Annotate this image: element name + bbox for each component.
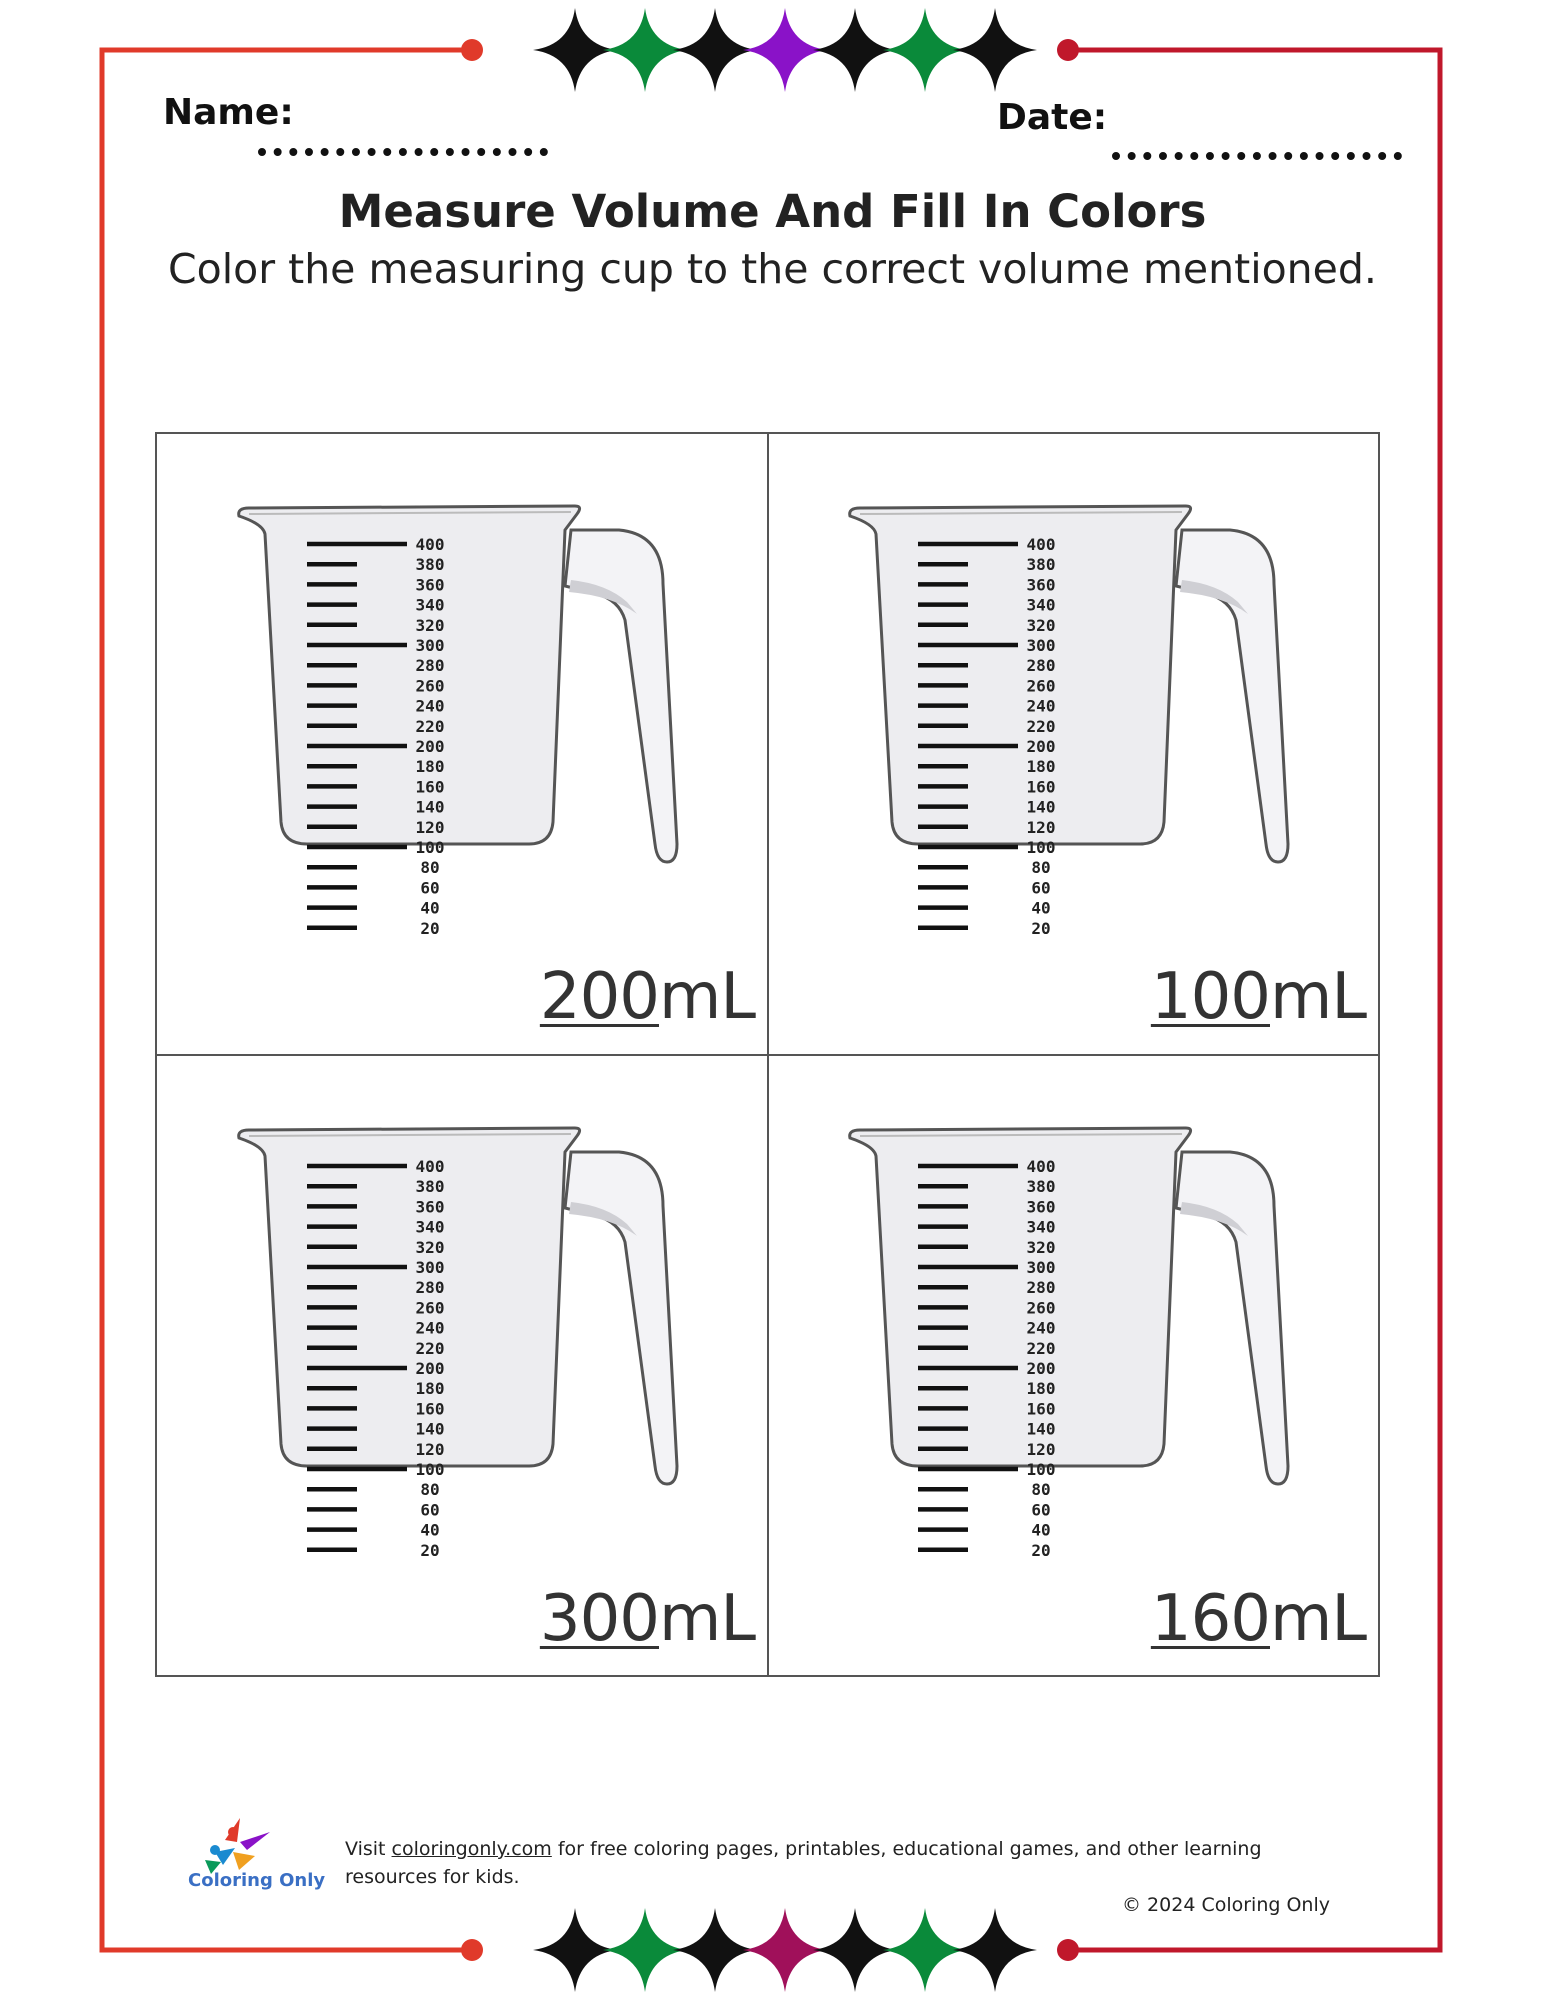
cup-handle bbox=[1176, 1152, 1288, 1484]
scale-label: 360 bbox=[1026, 575, 1056, 595]
decorative-stars-top bbox=[533, 8, 1037, 92]
scale-label: 120 bbox=[1026, 817, 1056, 837]
cup-body bbox=[239, 506, 580, 844]
footer-visit: Visit bbox=[345, 1838, 392, 1860]
scale-label: 400 bbox=[1026, 535, 1056, 554]
scale-label: 40 bbox=[420, 1520, 440, 1540]
cup-volume-label-4: 160mL bbox=[1150, 1582, 1366, 1656]
scale-label: 60 bbox=[1031, 878, 1051, 898]
measuring-cup-grid bbox=[155, 432, 1380, 1677]
cup-panel-2 bbox=[768, 434, 1378, 1056]
cup-volume-label-3: 300mL bbox=[539, 1582, 755, 1656]
footer-link[interactable]: coloringonly.com bbox=[391, 1838, 552, 1860]
date-field[interactable] bbox=[1112, 152, 1402, 160]
scale-label: 400 bbox=[415, 535, 445, 554]
cup-body bbox=[850, 506, 1191, 844]
scale-label: 360 bbox=[415, 1197, 445, 1217]
scale-label: 340 bbox=[1026, 595, 1056, 615]
scale-label: 240 bbox=[1026, 696, 1056, 716]
worksheet-title: Measure Volume And Fill In Colors bbox=[338, 185, 1207, 238]
scale-label: 100 bbox=[415, 838, 445, 857]
scale-label: 300 bbox=[1026, 636, 1056, 655]
cup-panel-4 bbox=[768, 1056, 1378, 1676]
scale-label: 200 bbox=[1026, 737, 1056, 756]
scale-label: 280 bbox=[415, 656, 445, 676]
scale-label: 100 bbox=[1026, 1460, 1056, 1479]
scale-label: 200 bbox=[1026, 1359, 1056, 1378]
cup-panel-3 bbox=[157, 1056, 769, 1676]
scale-label: 400 bbox=[1026, 1157, 1056, 1176]
scale-label: 140 bbox=[415, 1419, 445, 1439]
scale-label: 80 bbox=[420, 1480, 440, 1500]
scale-label: 200 bbox=[415, 1359, 445, 1378]
scale-label: 320 bbox=[1026, 615, 1056, 635]
cup-volume-label-1: 200mL bbox=[539, 960, 755, 1034]
scale-label: 400 bbox=[415, 1157, 445, 1176]
worksheet-instructions: Color the measuring cup to the correct volume mentioned. bbox=[168, 245, 1377, 293]
cup-panel-1 bbox=[157, 434, 769, 1056]
scale-label: 160 bbox=[415, 1399, 445, 1419]
scale-label: 340 bbox=[1026, 1217, 1056, 1237]
scale-label: 220 bbox=[415, 716, 445, 736]
scale-label: 300 bbox=[415, 636, 445, 655]
cup-body bbox=[850, 1128, 1191, 1466]
scale-label: 380 bbox=[415, 555, 445, 575]
scale-label: 320 bbox=[1026, 1237, 1056, 1257]
scale-label: 160 bbox=[415, 777, 445, 797]
scale-label: 260 bbox=[415, 676, 445, 696]
cup-handle bbox=[565, 530, 677, 862]
scale-label: 280 bbox=[415, 1278, 445, 1298]
scale-label: 260 bbox=[1026, 1298, 1056, 1318]
decorative-star-icon bbox=[953, 1908, 1037, 1992]
scale-label: 160 bbox=[1026, 777, 1056, 797]
scale-label: 80 bbox=[1031, 1480, 1051, 1500]
scale-label: 140 bbox=[415, 797, 445, 817]
scale-label: 180 bbox=[1026, 757, 1056, 777]
scale-label: 260 bbox=[1026, 676, 1056, 696]
name-label: Name: bbox=[163, 92, 294, 133]
scale-label: 140 bbox=[1026, 1419, 1056, 1439]
scale-label: 240 bbox=[415, 696, 445, 716]
scale-label: 340 bbox=[415, 595, 445, 615]
scale-label: 40 bbox=[1031, 1520, 1051, 1540]
scale-label: 280 bbox=[1026, 1278, 1056, 1298]
scale-label: 240 bbox=[415, 1318, 445, 1338]
scale-label: 280 bbox=[1026, 656, 1056, 676]
scale-label: 60 bbox=[420, 878, 440, 898]
scale-label: 20 bbox=[420, 1540, 440, 1560]
scale-label: 120 bbox=[415, 1439, 445, 1459]
scale-label: 80 bbox=[420, 858, 440, 878]
cup-handle bbox=[565, 1152, 677, 1484]
scale-label: 300 bbox=[415, 1258, 445, 1277]
scale-label: 260 bbox=[415, 1298, 445, 1318]
footer bbox=[345, 1835, 1330, 1919]
scale-label: 180 bbox=[415, 1379, 445, 1399]
scale-label: 240 bbox=[1026, 1318, 1056, 1338]
scale-label: 100 bbox=[1026, 838, 1056, 857]
scale-label: 360 bbox=[1026, 1197, 1056, 1217]
date-label: Date: bbox=[997, 97, 1108, 138]
scale-label: 100 bbox=[415, 1460, 445, 1479]
scale-label: 220 bbox=[415, 1338, 445, 1358]
scale-label: 20 bbox=[1031, 918, 1051, 938]
scale-label: 220 bbox=[1026, 716, 1056, 736]
footer-description: for free coloring pages, printables, educational games, and other learning resources for kids. bbox=[345, 1838, 1262, 1888]
scale-label: 160 bbox=[1026, 1399, 1056, 1419]
scale-label: 60 bbox=[1031, 1500, 1051, 1520]
scale-label: 20 bbox=[1031, 1540, 1051, 1560]
cup-body bbox=[239, 1128, 580, 1466]
decorative-star-icon bbox=[953, 8, 1037, 92]
cup-handle bbox=[1176, 530, 1288, 862]
cup-volume-label-2: 100mL bbox=[1150, 960, 1366, 1034]
scale-label: 20 bbox=[420, 918, 440, 938]
name-field[interactable] bbox=[258, 148, 548, 156]
logo-text: Coloring Only bbox=[188, 1870, 326, 1891]
scale-label: 380 bbox=[415, 1177, 445, 1197]
scale-label: 40 bbox=[420, 898, 440, 918]
scale-label: 120 bbox=[415, 817, 445, 837]
scale-label: 220 bbox=[1026, 1338, 1056, 1358]
scale-label: 340 bbox=[415, 1217, 445, 1237]
scale-label: 320 bbox=[415, 1237, 445, 1257]
scale-label: 180 bbox=[1026, 1379, 1056, 1399]
scale-label: 380 bbox=[1026, 1177, 1056, 1197]
scale-label: 60 bbox=[420, 1500, 440, 1520]
footer-copyright: © 2024 Coloring Only bbox=[1122, 1894, 1330, 1916]
scale-label: 200 bbox=[415, 737, 445, 756]
scale-label: 120 bbox=[1026, 1439, 1056, 1459]
scale-label: 40 bbox=[1031, 898, 1051, 918]
scale-label: 180 bbox=[415, 757, 445, 777]
scale-label: 320 bbox=[415, 615, 445, 635]
scale-label: 360 bbox=[415, 575, 445, 595]
scale-label: 140 bbox=[1026, 797, 1056, 817]
scale-label: 300 bbox=[1026, 1258, 1056, 1277]
scale-label: 380 bbox=[1026, 555, 1056, 575]
scale-label: 80 bbox=[1031, 858, 1051, 878]
decorative-stars-bottom bbox=[533, 1908, 1037, 1992]
